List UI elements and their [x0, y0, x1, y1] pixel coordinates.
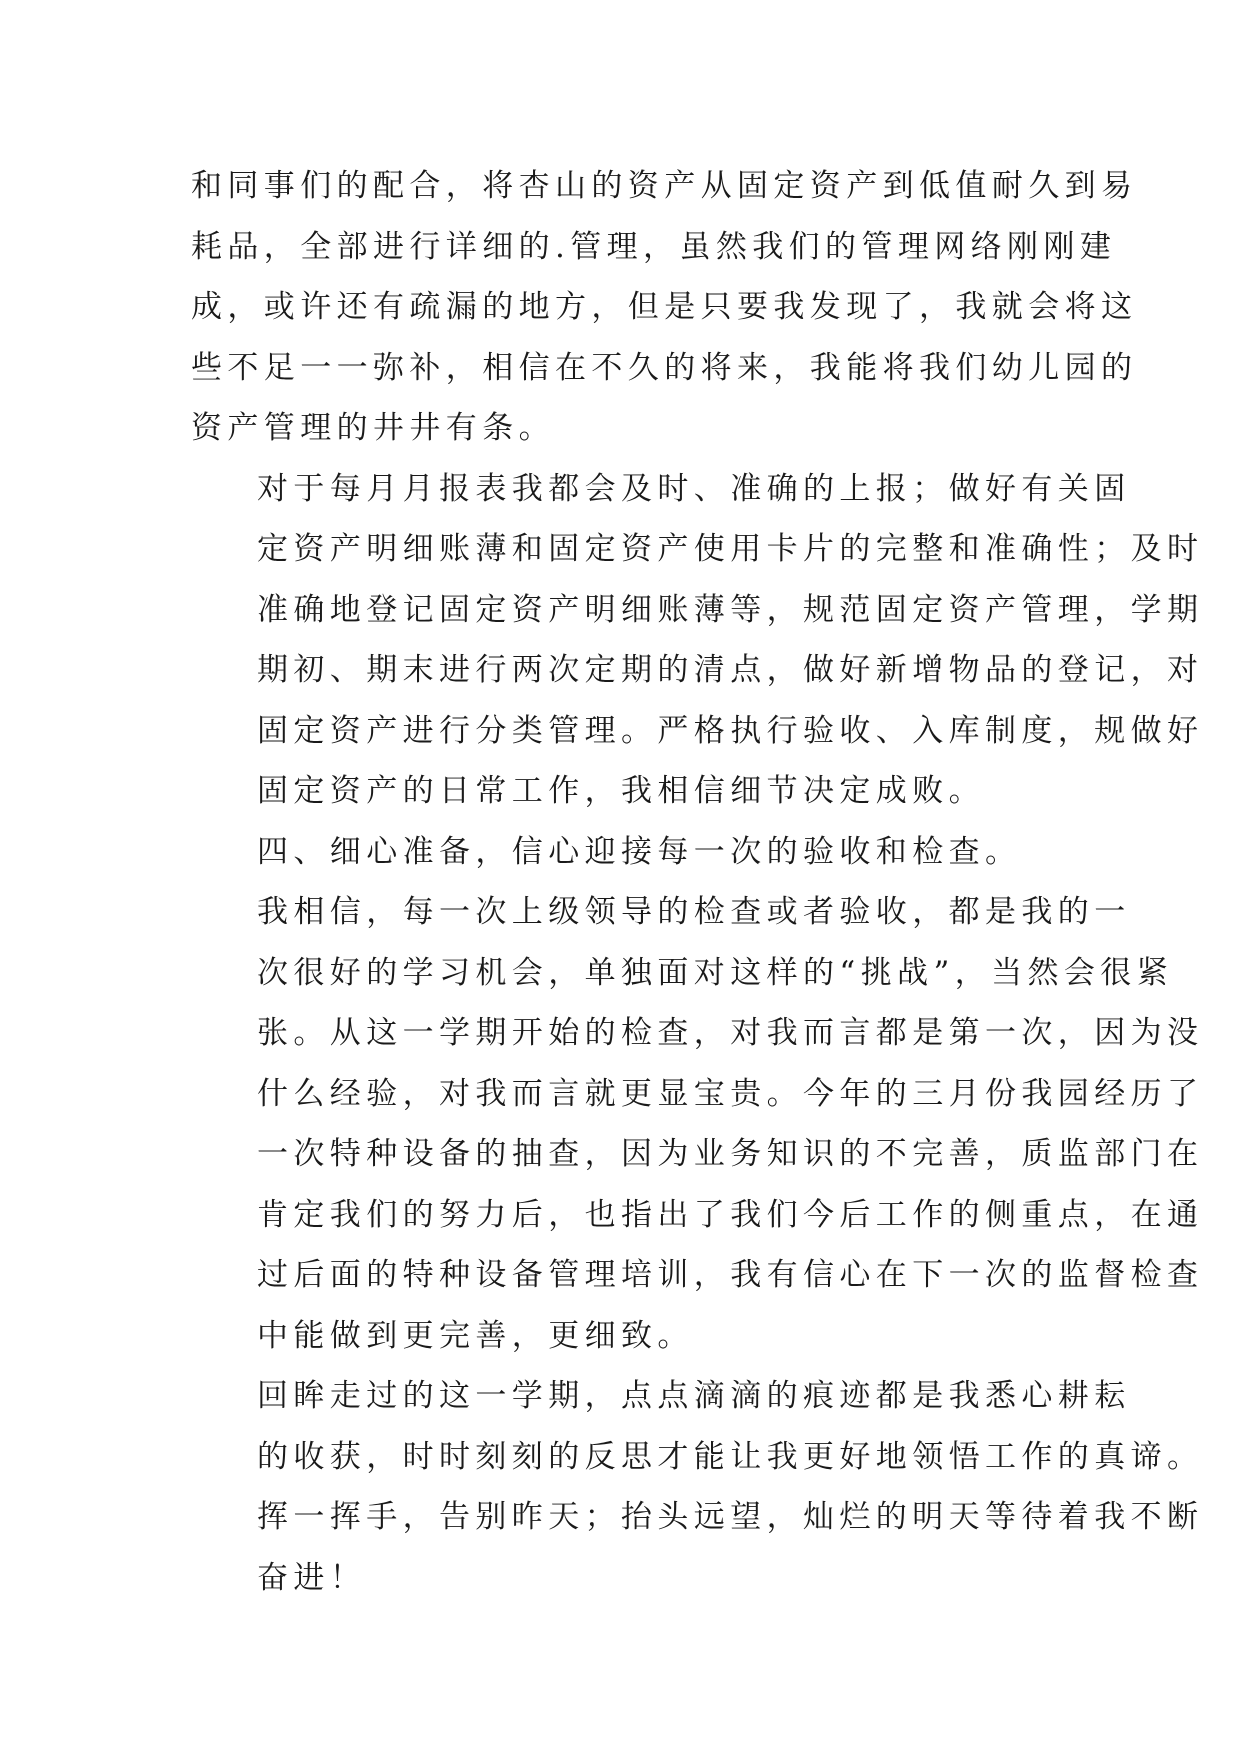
paragraph-conclusion	[191, 1366, 1204, 1608]
text-line: 回眸走过的这一学期，点点滴滴的痕迹都是我悉心耕耘	[257, 1378, 1131, 1414]
text-line: 期初、期末进行两次定期的清点，做好新增物品的登记，对	[257, 652, 1204, 688]
paragraph-asset-management	[191, 156, 1138, 459]
text-line: 张。从这一学期开始的检查，对我而言都是第一次，因为没	[257, 1015, 1204, 1051]
text-line: 奋进！	[257, 1559, 367, 1596]
text-line: 我相信，每一次上级领导的检查或者验收，都是我的一	[257, 894, 1131, 930]
heading-line: 四、细心准备，信心迎接每一次的验收和检查。	[257, 833, 1022, 870]
text-line: 中能做到更完善，更细致。	[257, 1317, 694, 1354]
text-line: 和同事们的配合，将杏山的资产从固定资产到低值耐久到易	[191, 168, 1138, 204]
text-line: 固定资产的日常工作，我相信细节决定成败。	[257, 773, 985, 809]
document-body	[191, 156, 1204, 1608]
text-line: 些不足一一弥补，相信在不久的将来，我能将我们幼儿园的	[191, 349, 1138, 386]
text-line: 次很好的学习机会，单独面对这样的“挑战”，当然会很紧	[257, 954, 1174, 991]
text-line: 的收获，时时刻刻的反思才能让我更好地领悟工作的真谛。	[257, 1438, 1204, 1475]
text-line: 挥一挥手，告别昨天；抬头远望，灿烂的明天等待着我不断	[257, 1499, 1204, 1535]
text-line: 耗品，全部进行详细的.管理，虽然我们的管理网络刚刚建	[191, 228, 1117, 265]
paragraph-monthly-report	[191, 459, 1204, 822]
text-line: 定资产明细账薄和固定资产使用卡片的完整和准确性；及时	[257, 531, 1204, 567]
paragraph-inspection	[191, 882, 1204, 1366]
text-line: 资产管理的井井有条。	[191, 410, 555, 446]
text-line: 固定资产进行分类管理。严格执行验收、入库制度，规做好	[257, 712, 1204, 749]
text-line: 过后面的特种设备管理培训，我有信心在下一次的监督检查	[257, 1257, 1204, 1293]
text-line: 肯定我们的努力后，也指出了我们今后工作的侧重点，在通	[257, 1196, 1204, 1233]
text-line: 什么经验，对我而言就更显宝贵。今年的三月份我园经历了	[257, 1075, 1204, 1112]
text-line: 对于每月月报表我都会及时、准确的上报；做好有关固	[257, 470, 1131, 507]
text-line: 一次特种设备的抽查，因为业务知识的不完善，质监部门在	[257, 1136, 1204, 1172]
section-heading-four	[191, 822, 1071, 883]
text-line: 准确地登记固定资产明细账薄等，规范固定资产管理，学期	[257, 591, 1204, 628]
text-line: 成，或许还有疏漏的地方，但是只要我发现了，我就会将这	[191, 289, 1138, 325]
